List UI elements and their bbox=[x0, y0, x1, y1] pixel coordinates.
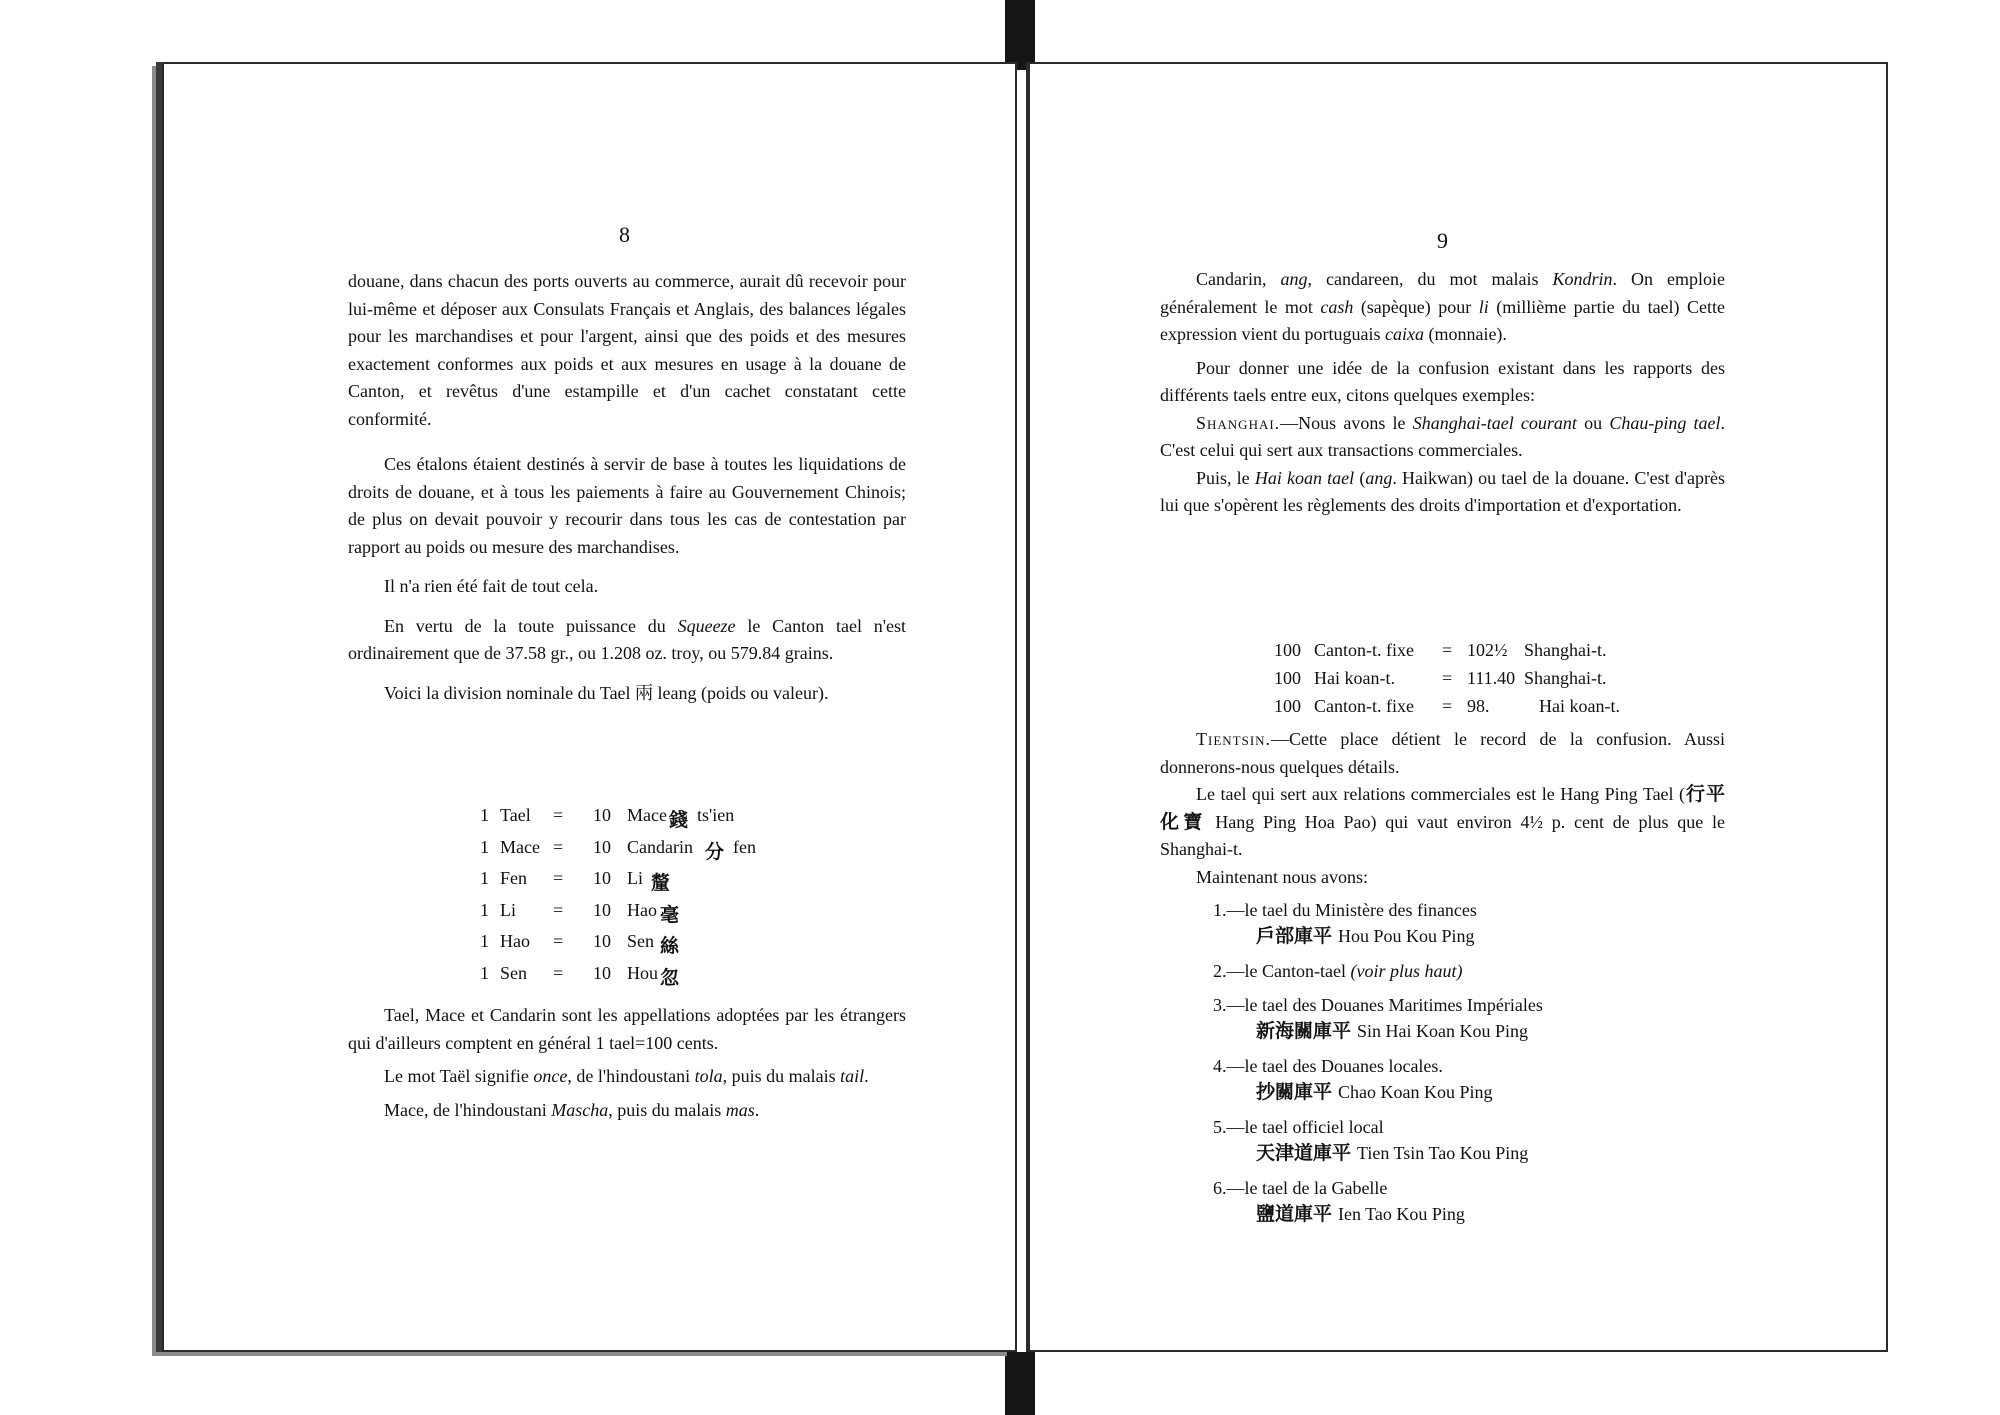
list-romanized: Sin Hai Koan Kou Ping bbox=[1357, 1021, 1529, 1041]
list-item bbox=[1213, 1114, 1773, 1167]
paragraph: Ces étalons étaient destinés à servir de base à toutes les liquidations de droits de douane, et à tous les paiements à faire au Gouvernement Chinois; de plus on devait pouvoir y recourir dans tous les cas de contestation par rapport au poids ou mesure des marchandises. bbox=[348, 454, 906, 557]
list-chinese: 抄關庫平 bbox=[1256, 1082, 1333, 1103]
division-count: 10 bbox=[593, 931, 611, 951]
spine-top bbox=[1005, 0, 1035, 70]
list-chinese: 新海關庫平 bbox=[1256, 1021, 1352, 1042]
division-row bbox=[480, 805, 900, 837]
list-item bbox=[1213, 992, 1773, 1045]
division-table bbox=[480, 805, 900, 994]
division-eq: = bbox=[553, 962, 564, 983]
list-description: —le tael des Douanes Maritimes Impériales bbox=[1226, 995, 1543, 1015]
paragraph: Maintenant nous avons: bbox=[1196, 866, 1368, 887]
division-unit: Mace bbox=[500, 836, 540, 857]
division-count: 10 bbox=[593, 836, 611, 857]
list-item bbox=[1213, 1175, 1773, 1228]
conversion-eq: = bbox=[1442, 668, 1453, 688]
division-qty: 1 bbox=[480, 899, 489, 920]
division-sub: Sen bbox=[627, 931, 654, 951]
list-description: —le tael officiel local bbox=[1226, 1117, 1384, 1137]
paragraph: douane, dans chacun des ports ouverts au commerce, aurait dû recevoir pour lui-même et déposer aux Consulats Français et Anglais, des balances légales pour les marchandises et pour l'argent, ainsi que des poids et des mesures exactement conformes aux poids et aux mesures en usage à la douane de Canton, et revêtus d'une estampille et d'un cachet constatant cette conformité. bbox=[348, 271, 906, 429]
list-chinese: 天津道庫平 bbox=[1256, 1143, 1352, 1164]
list-description: —le tael du Ministère des finances bbox=[1226, 900, 1477, 920]
conversion-qty: 100 bbox=[1274, 640, 1301, 660]
division-sub: Candarin bbox=[627, 836, 693, 857]
list-number: 2. bbox=[1213, 961, 1227, 981]
conversion-value: 102½ bbox=[1467, 640, 1508, 660]
division-eq: = bbox=[553, 868, 564, 888]
conversion-target: Shanghai-t. bbox=[1524, 668, 1607, 688]
conversion-qty: 100 bbox=[1274, 696, 1301, 716]
conversion-name: Canton-t. fixe bbox=[1314, 640, 1414, 660]
division-romanized: fen bbox=[733, 836, 756, 857]
division-qty: 1 bbox=[480, 931, 489, 951]
list-number: 5. bbox=[1213, 1117, 1227, 1137]
conversion-eq: = bbox=[1442, 696, 1453, 716]
list-description: —le Canton-tael bbox=[1226, 961, 1346, 981]
division-qty: 1 bbox=[480, 868, 489, 888]
list-item bbox=[1213, 958, 1773, 984]
list-number: 1. bbox=[1213, 900, 1227, 920]
list-number: 4. bbox=[1213, 1056, 1227, 1076]
paragraph: Tientsin.—Cette place détient le record de la confusion. Aussi donnerons-nous quelques détails. bbox=[1160, 729, 1725, 777]
list-romanized: Hou Pou Kou Ping bbox=[1338, 926, 1475, 946]
conversion-value: 98. bbox=[1467, 696, 1490, 716]
list-romanized: Chao Koan Kou Ping bbox=[1338, 1082, 1493, 1102]
paragraph: Voici la division nominale du Tael 兩 leang (poids ou valeur). bbox=[384, 682, 829, 703]
division-eq: = bbox=[553, 836, 564, 857]
division-row bbox=[480, 837, 900, 869]
division-chinese: 錢 bbox=[669, 810, 689, 831]
division-unit: Li bbox=[500, 899, 516, 920]
division-sub: Li bbox=[627, 868, 643, 888]
division-qty: 1 bbox=[480, 805, 489, 825]
paragraph: Candarin, ang, candareen, du mot malais Kondrin. On emploie généralement le mot cash (sapèque) pour li (millième partie du tael) Cette expression vient du portuguais caixa (monnaie). bbox=[1160, 269, 1725, 344]
left-body bbox=[348, 268, 906, 707]
paragraph: En vertu de la toute puissance du Squeeze le Canton tael n'est ordinairement que de 37.58 gr., ou 1.208 oz. troy, ou 579.84 grains. bbox=[348, 615, 906, 663]
spine-bottom bbox=[1005, 1352, 1035, 1415]
right-body-mid bbox=[1160, 726, 1725, 891]
division-sub: Hao bbox=[627, 899, 657, 920]
list-item bbox=[1213, 897, 1773, 950]
division-romanized: ts'ien bbox=[697, 805, 735, 825]
page-number: 8 bbox=[619, 222, 630, 247]
division-eq: = bbox=[553, 899, 564, 920]
list-description: —le tael des Douanes locales. bbox=[1226, 1056, 1443, 1076]
list-romanized: Tien Tsin Tao Kou Ping bbox=[1357, 1143, 1529, 1163]
division-count: 10 bbox=[593, 899, 611, 920]
conversion-row bbox=[1274, 696, 1674, 724]
division-sub: Hou bbox=[627, 962, 658, 983]
paragraph: Il n'a rien été fait de tout cela. bbox=[384, 576, 599, 596]
paragraph: Tael, Mace et Candarin sont les appellations adoptées par les étrangers qui d'ailleurs comptent en général 1 tael=100 cents. bbox=[348, 1005, 906, 1053]
division-sub: Mace bbox=[627, 805, 667, 825]
division-count: 10 bbox=[593, 805, 611, 825]
paragraph: Pour donner une idée de la confusion existant dans les rapports des différents taels entre eux, citons quelques exemples: bbox=[1160, 357, 1725, 405]
division-unit: Tael bbox=[500, 805, 531, 825]
list-description: —le tael de la Gabelle bbox=[1226, 1178, 1388, 1198]
conversion-name: Hai koan-t. bbox=[1314, 668, 1395, 688]
left-page bbox=[162, 62, 1017, 1352]
tael-list bbox=[1213, 897, 1773, 1236]
division-qty: 1 bbox=[480, 962, 489, 983]
conversion-value: 111.40 bbox=[1467, 668, 1516, 688]
list-number: 6. bbox=[1213, 1178, 1227, 1198]
conversion-eq: = bbox=[1442, 640, 1453, 660]
division-unit: Hao bbox=[500, 931, 530, 951]
conversion-table bbox=[1274, 640, 1674, 724]
conversion-row bbox=[1274, 640, 1674, 668]
division-unit: Fen bbox=[500, 868, 527, 888]
page-number: 9 bbox=[1437, 228, 1448, 253]
division-unit: Sen bbox=[500, 962, 527, 983]
right-body bbox=[1160, 266, 1725, 520]
paragraph: Puis, le Hai koan tael (ang. Haikwan) ou tael de la douane. C'est d'après lui que s'opèrent les règlements des droits d'importation et d'exportation. bbox=[1160, 467, 1726, 515]
division-row bbox=[480, 868, 900, 900]
division-row bbox=[480, 900, 900, 932]
list-item bbox=[1213, 1053, 1773, 1106]
division-count: 10 bbox=[593, 962, 611, 983]
division-row bbox=[480, 931, 900, 963]
division-count: 10 bbox=[593, 868, 611, 888]
division-eq: = bbox=[553, 805, 564, 825]
list-number: 3. bbox=[1213, 995, 1227, 1015]
division-eq: = bbox=[553, 931, 564, 951]
division-chinese: 釐 bbox=[651, 873, 671, 894]
division-chinese: 毫 bbox=[660, 904, 680, 926]
conversion-row bbox=[1274, 668, 1674, 696]
conversion-name: Canton-t. fixe bbox=[1314, 696, 1414, 716]
paragraph: Le mot Taël signifie once, de l'hindoustani tola, puis du malais tail. bbox=[384, 1066, 869, 1086]
division-row bbox=[480, 963, 900, 995]
division-chinese: 忽 bbox=[660, 967, 680, 989]
conversion-target: Shanghai-t. bbox=[1524, 640, 1607, 660]
division-qty: 1 bbox=[480, 836, 489, 857]
paragraph: Mace, de l'hindoustani Mascha, puis du malais mas. bbox=[384, 1099, 760, 1120]
list-note: (voir plus haut) bbox=[1350, 961, 1463, 981]
conversion-qty: 100 bbox=[1274, 668, 1301, 688]
left-body-bottom bbox=[348, 1002, 906, 1124]
paragraph: Shanghai.—Nous avons le Shanghai-tael courant ou Chau-ping tael. C'est celui qui sert aux transactions commerciales. bbox=[1160, 412, 1726, 460]
list-chinese: 鹽道庫平 bbox=[1256, 1204, 1333, 1225]
right-page bbox=[1026, 62, 1888, 1352]
division-chinese: 絲 bbox=[660, 936, 680, 957]
paragraph: Le tael qui sert aux relations commerciales est le Hang Ping Tael (行平化寶 Hang Ping Hoa Pao) qui vaut environ 4½ p. cent de plus que le Shanghai-t. bbox=[1160, 784, 1725, 859]
list-chinese: 戶部庫平 bbox=[1256, 926, 1333, 947]
conversion-target: Hai koan-t. bbox=[1539, 696, 1620, 716]
division-chinese: 分 bbox=[705, 841, 725, 863]
list-romanized: Ien Tao Kou Ping bbox=[1338, 1204, 1465, 1224]
